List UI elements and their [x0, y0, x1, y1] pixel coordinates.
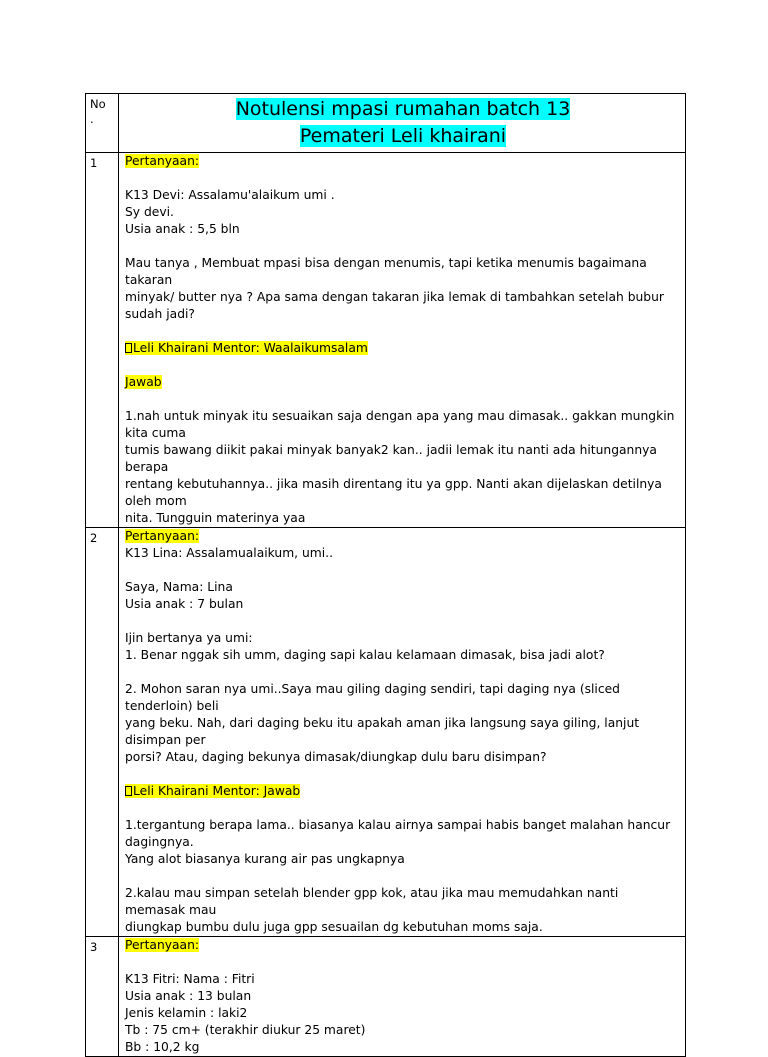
- text-line: tumis bawang diikit pakai minyak banyak2 kan.. jadii lemak itu nanti ada hitungannya berapa: [125, 443, 657, 474]
- table-row: [86, 937, 686, 1057]
- no-header-cell: [86, 94, 119, 153]
- text-line: 2.kalau mau simpan setelah blender gpp kok, atau jika mau memudahkan nanti memasak mau: [125, 886, 619, 917]
- row-content: [119, 937, 686, 1057]
- missing-glyph-icon: [125, 786, 132, 796]
- text-line: 1.nah untuk minyak itu sesuaikan saja dengan apa yang mau dimasak.. gakkan mungkin kita cuma: [125, 409, 675, 440]
- question-label: Pertanyaan:: [125, 529, 200, 543]
- text-line: Bb : 10,2 kg: [125, 1040, 200, 1054]
- text-line: Sy devi.: [125, 205, 174, 219]
- text-line: Jenis kelamin : laki2: [125, 1006, 248, 1020]
- answer-label: Jawab: [125, 375, 162, 389]
- text-line: 1. Benar nggak sih umm, daging sapi kalau kelamaan dimasak, bisa jadi alot?: [125, 648, 605, 662]
- text-line: Usia anak : 7 bulan: [125, 597, 244, 611]
- row-content: [119, 153, 686, 528]
- header-row: [86, 94, 686, 153]
- text-line: Usia anak : 13 bulan: [125, 989, 252, 1003]
- text-line: Ijin bertanya ya umi:: [125, 631, 253, 645]
- mentor-label: Leli Khairani Mentor: Jawab: [133, 784, 301, 798]
- text-line: minyak/ butter nya ? Apa sama dengan takaran jika lemak di tambahkan setelah bubur sudah jadi?: [125, 290, 664, 321]
- missing-glyph-icon: [125, 343, 132, 353]
- notes-table: [85, 93, 686, 1057]
- text-line: rentang kebutuhannya.. jika masih direntang itu ya gpp. Nanti akan dijelaskan detilnya oleh mom: [125, 477, 662, 508]
- row-number: 3: [86, 937, 119, 1057]
- text-line: 2. Mohon saran nya umi..Saya mau giling daging sendiri, tapi daging nya (sliced tenderloin) beli: [125, 682, 620, 713]
- text-line: K13 Devi: Assalamu'alaikum umi .: [125, 188, 335, 202]
- text-line: nita. Tungguin materinya yaa: [125, 511, 306, 525]
- question-label: Pertanyaan:: [125, 154, 200, 168]
- row-content: [119, 528, 686, 937]
- no-header-label: No: [90, 97, 106, 111]
- text-line: Yang alot biasanya kurang air pas ungkapnya: [125, 852, 405, 866]
- text-line: Tb : 75 cm+ (terakhir diukur 25 maret): [125, 1023, 366, 1037]
- question-label: Pertanyaan:: [125, 938, 200, 952]
- text-line: 1.tergantung berapa lama.. biasanya kalau airnya sampai habis banget malahan hancur dagingnya.: [125, 818, 671, 849]
- row-number: 2: [86, 528, 119, 937]
- mentor-label: Leli Khairani Mentor: Waalaikumsalam: [133, 341, 368, 355]
- table-row: [86, 528, 686, 937]
- text-line: Saya, Nama: Lina: [125, 580, 233, 594]
- row-number: 1: [86, 153, 119, 528]
- text-line: diungkap bumbu dulu juga gpp sesuailan dg kebutuhan moms saja.: [125, 920, 543, 934]
- table-row: [86, 153, 686, 528]
- text-line: Mau tanya , Membuat mpasi bisa dengan menumis, tapi ketika menumis bagaimana takaran: [125, 256, 647, 287]
- document-title: Notulensi mpasi rumahan batch 13: [235, 98, 571, 120]
- title-cell: [119, 94, 686, 153]
- text-line: porsi? Atau, daging bekunya dimasak/diungkap dulu baru disimpan?: [125, 750, 547, 764]
- text-line: K13 Lina: Assalamualaikum, umi..: [125, 546, 333, 560]
- document-subtitle: Pemateri Leli khairani: [299, 125, 507, 147]
- no-header-dot: .: [90, 112, 94, 126]
- text-line: K13 Fitri: Nama : Fitri: [125, 972, 255, 986]
- text-line: Usia anak : 5,5 bln: [125, 222, 240, 236]
- text-line: yang beku. Nah, dari daging beku itu apakah aman jika langsung saya giling, lanjut disimpan per: [125, 716, 640, 747]
